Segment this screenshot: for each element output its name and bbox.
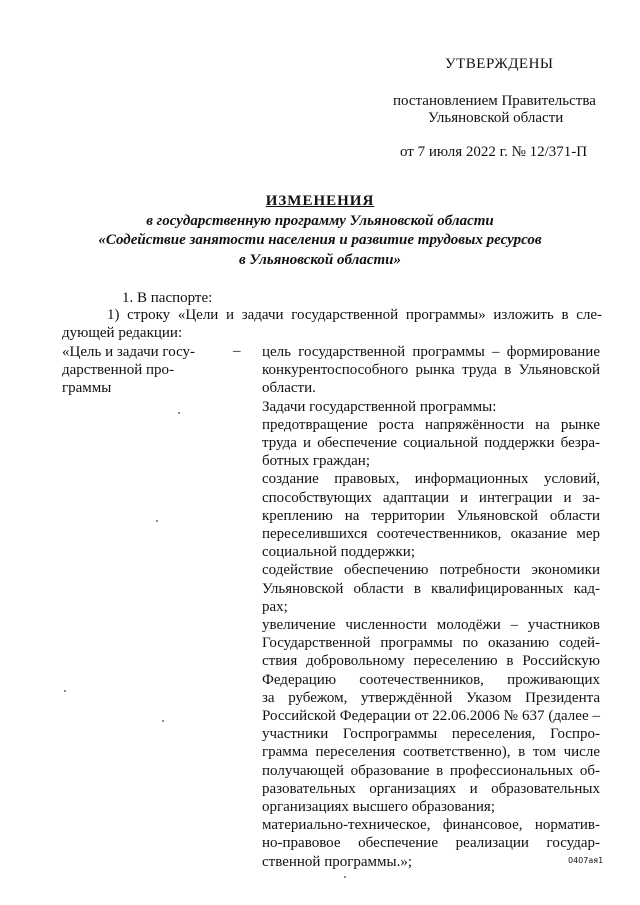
- table-right-paragraph: [262, 561, 600, 616]
- table-right-line: но-правовое обеспечение реализации государ-: [262, 835, 600, 852]
- table-right-line: труда и обеспечение социальной поддержки безра-: [262, 435, 600, 452]
- decree-line-2: Ульяновской области: [428, 110, 564, 126]
- title-line-1: в государственную программу Ульяновской области: [146, 213, 494, 229]
- table-right-line: материально-техническое, финансовое, норматив-: [262, 817, 600, 834]
- scan-speck: [344, 876, 346, 878]
- decree-date: от 7 июля 2022 г. № 12/371-П: [400, 144, 588, 160]
- passport-heading: 1. В паспорте:: [122, 290, 213, 306]
- scan-speck: [64, 690, 66, 692]
- table-right-line: области.: [262, 380, 316, 397]
- table-right-line: получающей образование в профессиональных об-: [262, 762, 600, 779]
- table-right-paragraph: [262, 416, 600, 471]
- item-1-line-b: дующей редакции:: [62, 325, 183, 341]
- decree-line-1: постановлением Правительства: [393, 93, 596, 109]
- table-dash: –: [233, 343, 241, 359]
- table-right-line: за рубежом, утверждённой Указом Президента: [262, 689, 600, 706]
- left-cell-line: дарственной про-: [62, 362, 175, 378]
- left-cell-line: «Цель и задачи госу-: [62, 344, 196, 360]
- table-right-line: переселившихся соотечественников, оказание мер: [262, 526, 600, 543]
- table-right-paragraph: [262, 343, 600, 398]
- table-right-line: способствующих адаптации и интеграции и за-: [262, 489, 600, 506]
- table-right-paragraph: [262, 470, 600, 561]
- table-right-line: социальной поддержки;: [262, 544, 415, 561]
- table-right-line: предотвращение роста напряжённости на рынке: [262, 416, 600, 433]
- left-cell-line: граммы: [62, 380, 112, 396]
- scan-speck: [178, 412, 180, 414]
- scan-speck: [162, 720, 164, 722]
- table-right-line: Задачи государственной программы:: [262, 398, 497, 415]
- table-right-line: содействие обеспечению потребности экономики: [262, 562, 600, 579]
- table-right-line: цель государственной программы – формирование: [262, 344, 600, 360]
- table-right-line: креплению на территории Ульяновской области: [262, 507, 600, 524]
- table-right-line: Российской Федерации от 22.06.2006 № 637 (далее –: [262, 708, 600, 725]
- table-right-line: ботных граждан;: [262, 453, 371, 470]
- document-title: ИЗМЕНЕНИЯ: [265, 193, 375, 209]
- item-1-line-a: 1) строку «Цели и задачи государственной программы» изложить в сле-: [107, 307, 602, 323]
- title-line-2: «Содействие занятости населения и развитие трудовых ресурсов: [98, 232, 542, 248]
- table-right-line: Федерацию соотечественников, проживающих: [262, 671, 600, 688]
- table-right-line: создание правовых, информационных условий,: [262, 471, 600, 488]
- scan-speck: [156, 520, 158, 522]
- approved-stamp: УТВЕРЖДЕНЫ: [445, 56, 554, 72]
- table-right-line: Ульяновской области в квалифицированных кад-: [262, 580, 600, 597]
- table-right-line: грамма переселения соответственно), в том числе: [262, 744, 600, 761]
- table-right-line: конкурентоспособного рынка труда в Ульяновской: [262, 362, 600, 379]
- table-right-paragraph: [262, 616, 600, 816]
- table-right-paragraph: [262, 398, 600, 416]
- table-right-line: разовательных организациях и образовательных: [262, 780, 600, 797]
- title-line-3: в Ульяновской области»: [238, 252, 401, 268]
- table-right-line: Государственной программы по оказанию содей-: [262, 635, 600, 652]
- table-right-paragraph: [262, 816, 600, 871]
- table-right-line: рах;: [262, 598, 288, 615]
- footer-code: 0407ая1: [568, 856, 604, 865]
- table-right-line: увеличение численности молодёжи – участников: [262, 617, 600, 634]
- table-left-cell: [62, 343, 242, 397]
- table-right-line: ственной программы.»;: [262, 853, 413, 870]
- table-right-cell: [262, 343, 600, 871]
- table-right-line: организациях высшего образования;: [262, 799, 495, 816]
- table-right-line: ствия добровольному переселению в Российскую: [262, 653, 600, 670]
- table-right-line: участники Госпрограммы переселения, Госпро-: [262, 726, 600, 743]
